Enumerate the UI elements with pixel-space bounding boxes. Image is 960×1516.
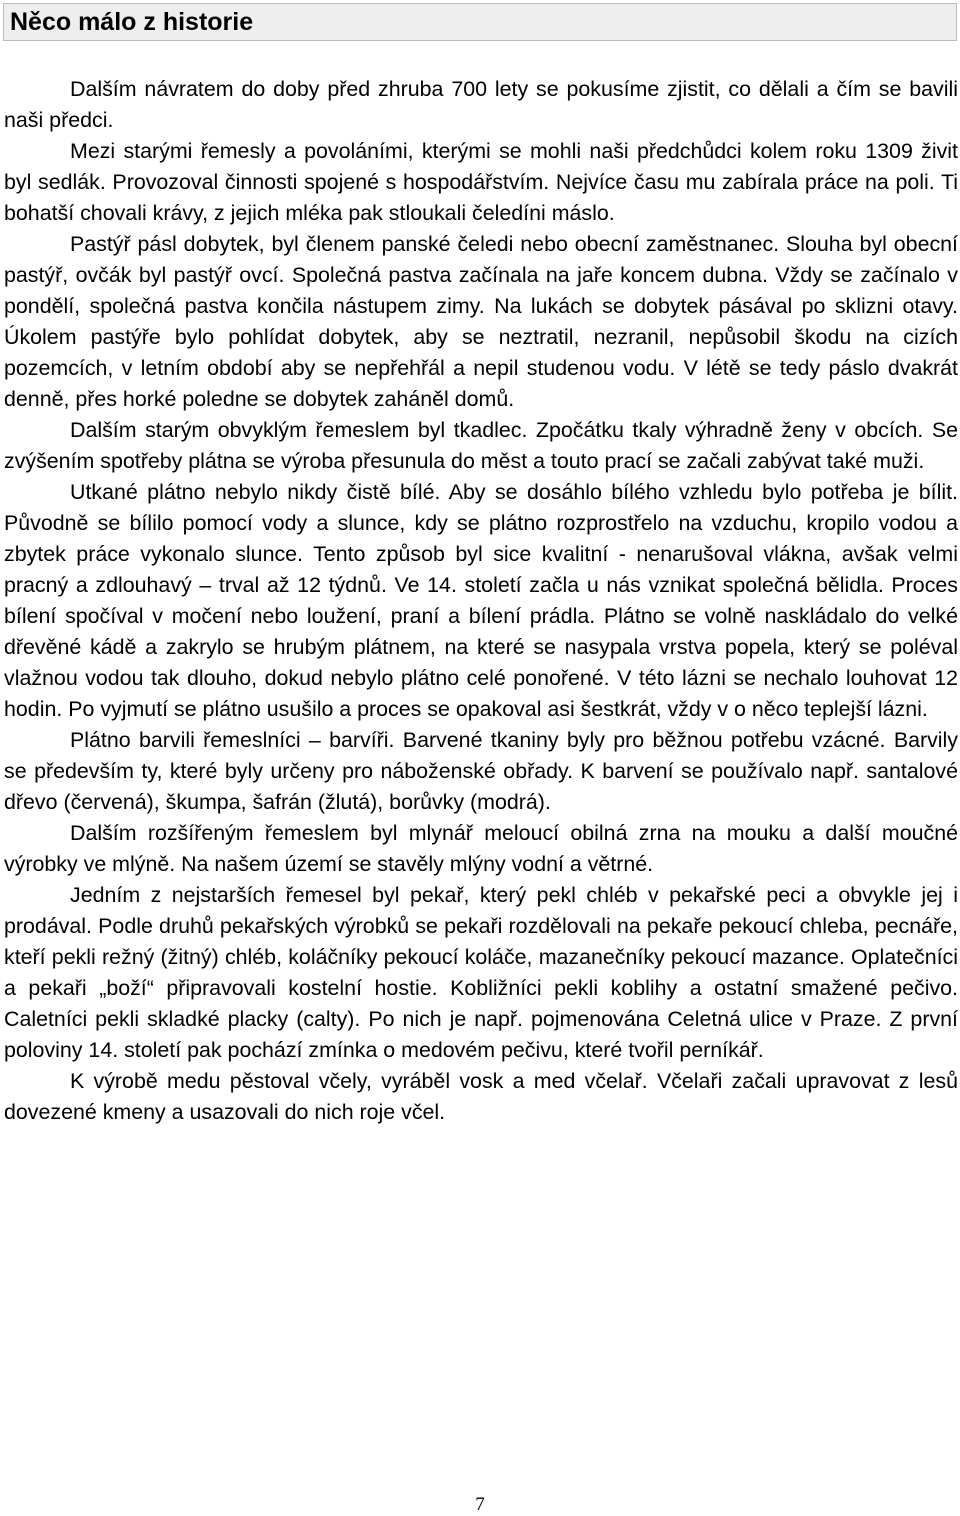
paragraph-weaver: Dalším starým obvyklým řemeslem byl tkadlec. Zpočátku tkaly výhradně ženy v obcích. Se zvýšením spotřeby plátna se výroba přesunula do měst a touto prací se začali zabývat také muži. [4, 418, 958, 473]
page-number: 7 [475, 1494, 485, 1515]
paragraph-intro: Dalším návratem do doby před zhruba 700 lety se pokusíme zjistit, co dělali a čím se bavili naši předci. [4, 77, 958, 132]
paragraph-miller: Dalším rozšířeným řemeslem byl mlynář meloucí obilná zrna na mouku a další moučné výrobky ve mlýně. Na našem území se stavěly mlýny vodní a větrné. [4, 821, 958, 876]
paragraph-dyers: Plátno barvili řemeslníci – barvíři. Barvené tkaniny byly pro běžnou potřebu vzácné. Barvily se především ty, které byly určeny pro náboženské obřady. K barvení se používalo např. santalové dřevo (červená), škumpa, šafrán (žlutá), borůvky (modrá). [4, 728, 958, 814]
article-body [4, 74, 958, 1128]
title-bar [3, 3, 957, 41]
paragraph-baker: Jedním z nejstarších řemesel byl pekař, který pekl chléb v pekařské peci a obvykle jej i prodával. Podle druhů pekařských výrobků se pekaři rozdělovali na pekaře pekoucí chleba, pecnáře, kteří pekli režný (žitný) chléb, koláčníky pekoucí koláče, mazanečníky pekoucí mazance. Oplatečníci a pekaři „boží“ připravovali kostelní hostie. Kobližníci pekli koblihy a ostatní smažené pečivo. Caletníci pekli skladké placky (calty). Po nich je např. pojmenována Celetná ulice v Praze. Z první poloviny 14. století pak pochází zmínka o medovém pečivu, které tvořil perníkář. [4, 883, 958, 1062]
paragraph-shepherd: Pastýř pásl dobytek, byl členem panské čeledi nebo obecní zaměstnanec. Slouha byl obecní pastýř, ovčák byl pastýř ovcí. Společná pastva začínala na jaře koncem dubna. Vždy se začínalo v pondělí, společná pastva končila nástupem zimy. Na lukách se dobytek pásával po sklizni otavy. Úkolem pastýře bylo pohlídat dobytek, aby se neztratil, nezranil, nepůsobil škodu na cizích pozemcích, v letním období aby se nepřehřál a nepil studenou vodu. V létě se tedy páslo dvakrát denně, přes horké poledne se dobytek zaháněl domů. [4, 232, 958, 411]
paragraph-farmer: Mezi starými řemesly a povoláními, kterými se mohli naši předchůdci kolem roku 1309 živit byl sedlák. Provozoval činnosti spojené s hospodářstvím. Nejvíce času mu zabírala práce na poli. Ti bohatší chovali krávy, z jejich mléka pak stloukali čeledíni máslo. [4, 139, 958, 225]
page-title: Něco málo z historie [10, 8, 254, 36]
paragraph-beekeeper: K výrobě medu pěstoval včely, vyráběl vosk a med včelař. Včelaři začali upravovat z lesů dovezené kmeny a usazovali do nich roje včel. [4, 1069, 958, 1124]
paragraph-bleaching: Utkané plátno nebylo nikdy čistě bílé. Aby se dosáhlo bílého vzhledu bylo potřeba je bílit. Původně se bílilo pomocí vody a slunce, kdy se plátno rozprostřelo na vzduchu, kropilo vodou a zbytek práce vykonalo slunce. Tento způsob byl sice kvalitní - nenarušoval vlákna, avšak velmi pracný a zdlouhavý – trval až 12 týdnů. Ve 14. století začla u nás vznikat společná bělidla. Proces bílení spočíval v močení nebo loužení, praní a bílení prádla. Plátno se volně naskládalo do velké dřevěné kádě a zakrylo se hrubým plátnem, na které se nasypala vrstva popela, který se poléval vlažnou vodou tak dlouho, dokud nebylo plátno celé ponořené. V této lázni se nechalo louhovat 12 hodin. Po vyjmutí se plátno usušilo a proces se opakoval asi šestkrát, vždy v o něco teplejší lázni. [4, 480, 958, 721]
